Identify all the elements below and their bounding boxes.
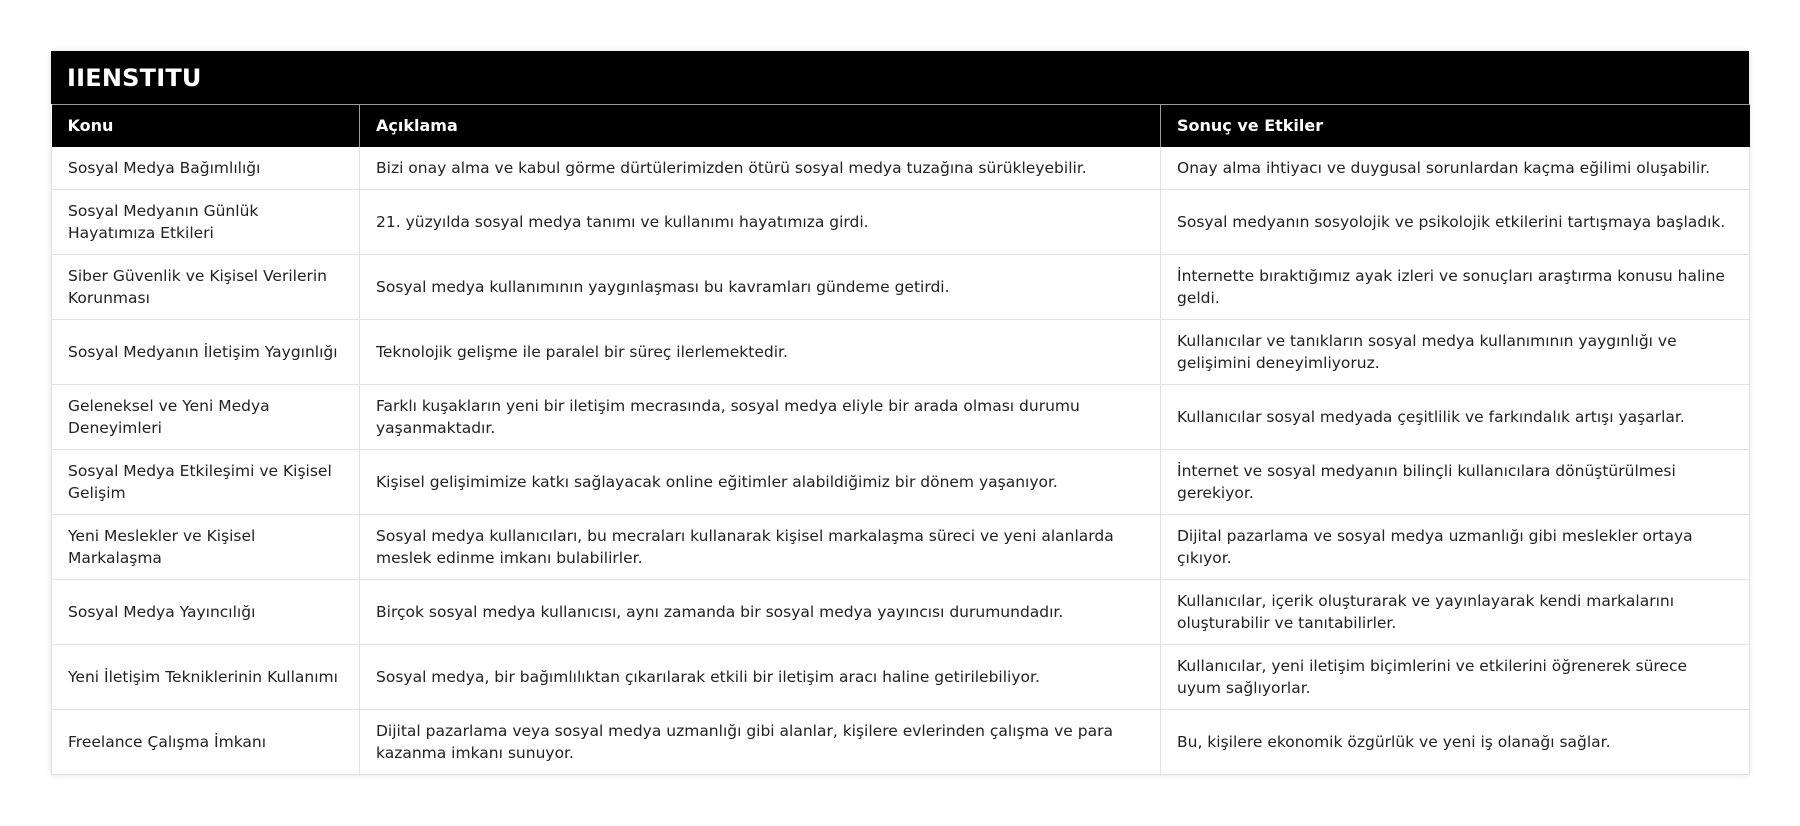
cell-result: İnternette bıraktığımız ayak izleri ve sonuçları araştırma konusu haline geldi. xyxy=(1161,255,1750,320)
cell-topic: Siber Güvenlik ve Kişisel Verilerin Korunması xyxy=(52,255,360,320)
cell-description: Dijital pazarlama veya sosyal medya uzmanlığı gibi alanlar, kişilere evlerinden çalışma ve para kazanma imkanı sunuyor. xyxy=(360,710,1161,775)
table-row xyxy=(52,320,1750,385)
table-row xyxy=(52,385,1750,450)
cell-description: Sosyal medya, bir bağımlılıktan çıkarılarak etkili bir iletişim aracı haline getirilebiliyor. xyxy=(360,645,1161,710)
cell-topic: Freelance Çalışma İmkanı xyxy=(52,710,360,775)
cell-result: Onay alma ihtiyacı ve duygusal sorunlardan kaçma eğilimi oluşabilir. xyxy=(1161,147,1750,190)
header-row xyxy=(52,105,1750,147)
table-row xyxy=(52,147,1750,190)
cell-topic: Sosyal Medya Yayıncılığı xyxy=(52,580,360,645)
cell-result: Kullanıcılar sosyal medyada çeşitlilik ve farkındalık artışı yaşarlar. xyxy=(1161,385,1750,450)
cell-result: Kullanıcılar, içerik oluşturarak ve yayınlayarak kendi markalarını oluşturabilir ve tanıtabilirler. xyxy=(1161,580,1750,645)
column-header-description: Açıklama xyxy=(360,105,1161,147)
cell-topic: Sosyal Medya Etkileşimi ve Kişisel Gelişim xyxy=(52,450,360,515)
cell-result: Kullanıcılar, yeni iletişim biçimlerini ve etkilerini öğrenerek sürece uyum sağlıyorlar. xyxy=(1161,645,1750,710)
table-row xyxy=(52,450,1750,515)
cell-topic: Yeni Meslekler ve Kişisel Markalaşma xyxy=(52,515,360,580)
cell-description: Sosyal medya kullanımının yaygınlaşması bu kavramları gündeme getirdi. xyxy=(360,255,1161,320)
cell-description: Teknolojik gelişme ile paralel bir süreç ilerlemektedir. xyxy=(360,320,1161,385)
table-row xyxy=(52,710,1750,775)
topics-table xyxy=(51,104,1750,775)
table-row xyxy=(52,515,1750,580)
table-body xyxy=(52,147,1750,775)
cell-description: 21. yüzyılda sosyal medya tanımı ve kullanımı hayatımıza girdi. xyxy=(360,190,1161,255)
cell-topic: Geleneksel ve Yeni Medya Deneyimleri xyxy=(52,385,360,450)
cell-description: Farklı kuşakların yeni bir iletişim mecrasında, sosyal medya eliyle bir arada olması durumu yaşanmaktadır. xyxy=(360,385,1161,450)
column-header-result: Sonuç ve Etkiler xyxy=(1161,105,1750,147)
cell-topic: Sosyal Medya Bağımlılığı xyxy=(52,147,360,190)
cell-result: Bu, kişilere ekonomik özgürlük ve yeni iş olanağı sağlar. xyxy=(1161,710,1750,775)
brand-title: IIENSTITU xyxy=(51,51,1749,104)
cell-description: Kişisel gelişimimize katkı sağlayacak online eğitimler alabildiğimiz bir dönem yaşanıyor. xyxy=(360,450,1161,515)
cell-topic: Sosyal Medyanın Günlük Hayatımıza Etkileri xyxy=(52,190,360,255)
content-table-card xyxy=(51,51,1749,775)
cell-result: İnternet ve sosyal medyanın bilinçli kullanıcılara dönüştürülmesi gerekiyor. xyxy=(1161,450,1750,515)
table-row xyxy=(52,190,1750,255)
table-row xyxy=(52,255,1750,320)
cell-result: Sosyal medyanın sosyolojik ve psikolojik etkilerini tartışmaya başladık. xyxy=(1161,190,1750,255)
column-header-topic: Konu xyxy=(52,105,360,147)
table-header xyxy=(52,105,1750,147)
cell-description: Bizi onay alma ve kabul görme dürtülerimizden ötürü sosyal medya tuzağına sürükleyebilir. xyxy=(360,147,1161,190)
table-row xyxy=(52,580,1750,645)
cell-topic: Sosyal Medyanın İletişim Yaygınlığı xyxy=(52,320,360,385)
cell-description: Sosyal medya kullanıcıları, bu mecraları kullanarak kişisel markalaşma süreci ve yeni alanlarda meslek edinme imkanı bulabilirler. xyxy=(360,515,1161,580)
cell-topic: Yeni İletişim Tekniklerinin Kullanımı xyxy=(52,645,360,710)
table-row xyxy=(52,645,1750,710)
cell-description: Birçok sosyal medya kullanıcısı, aynı zamanda bir sosyal medya yayıncısı durumundadır. xyxy=(360,580,1161,645)
cell-result: Dijital pazarlama ve sosyal medya uzmanlığı gibi meslekler ortaya çıkıyor. xyxy=(1161,515,1750,580)
cell-result: Kullanıcılar ve tanıkların sosyal medya kullanımının yaygınlığı ve gelişimini deneyimliyoruz. xyxy=(1161,320,1750,385)
